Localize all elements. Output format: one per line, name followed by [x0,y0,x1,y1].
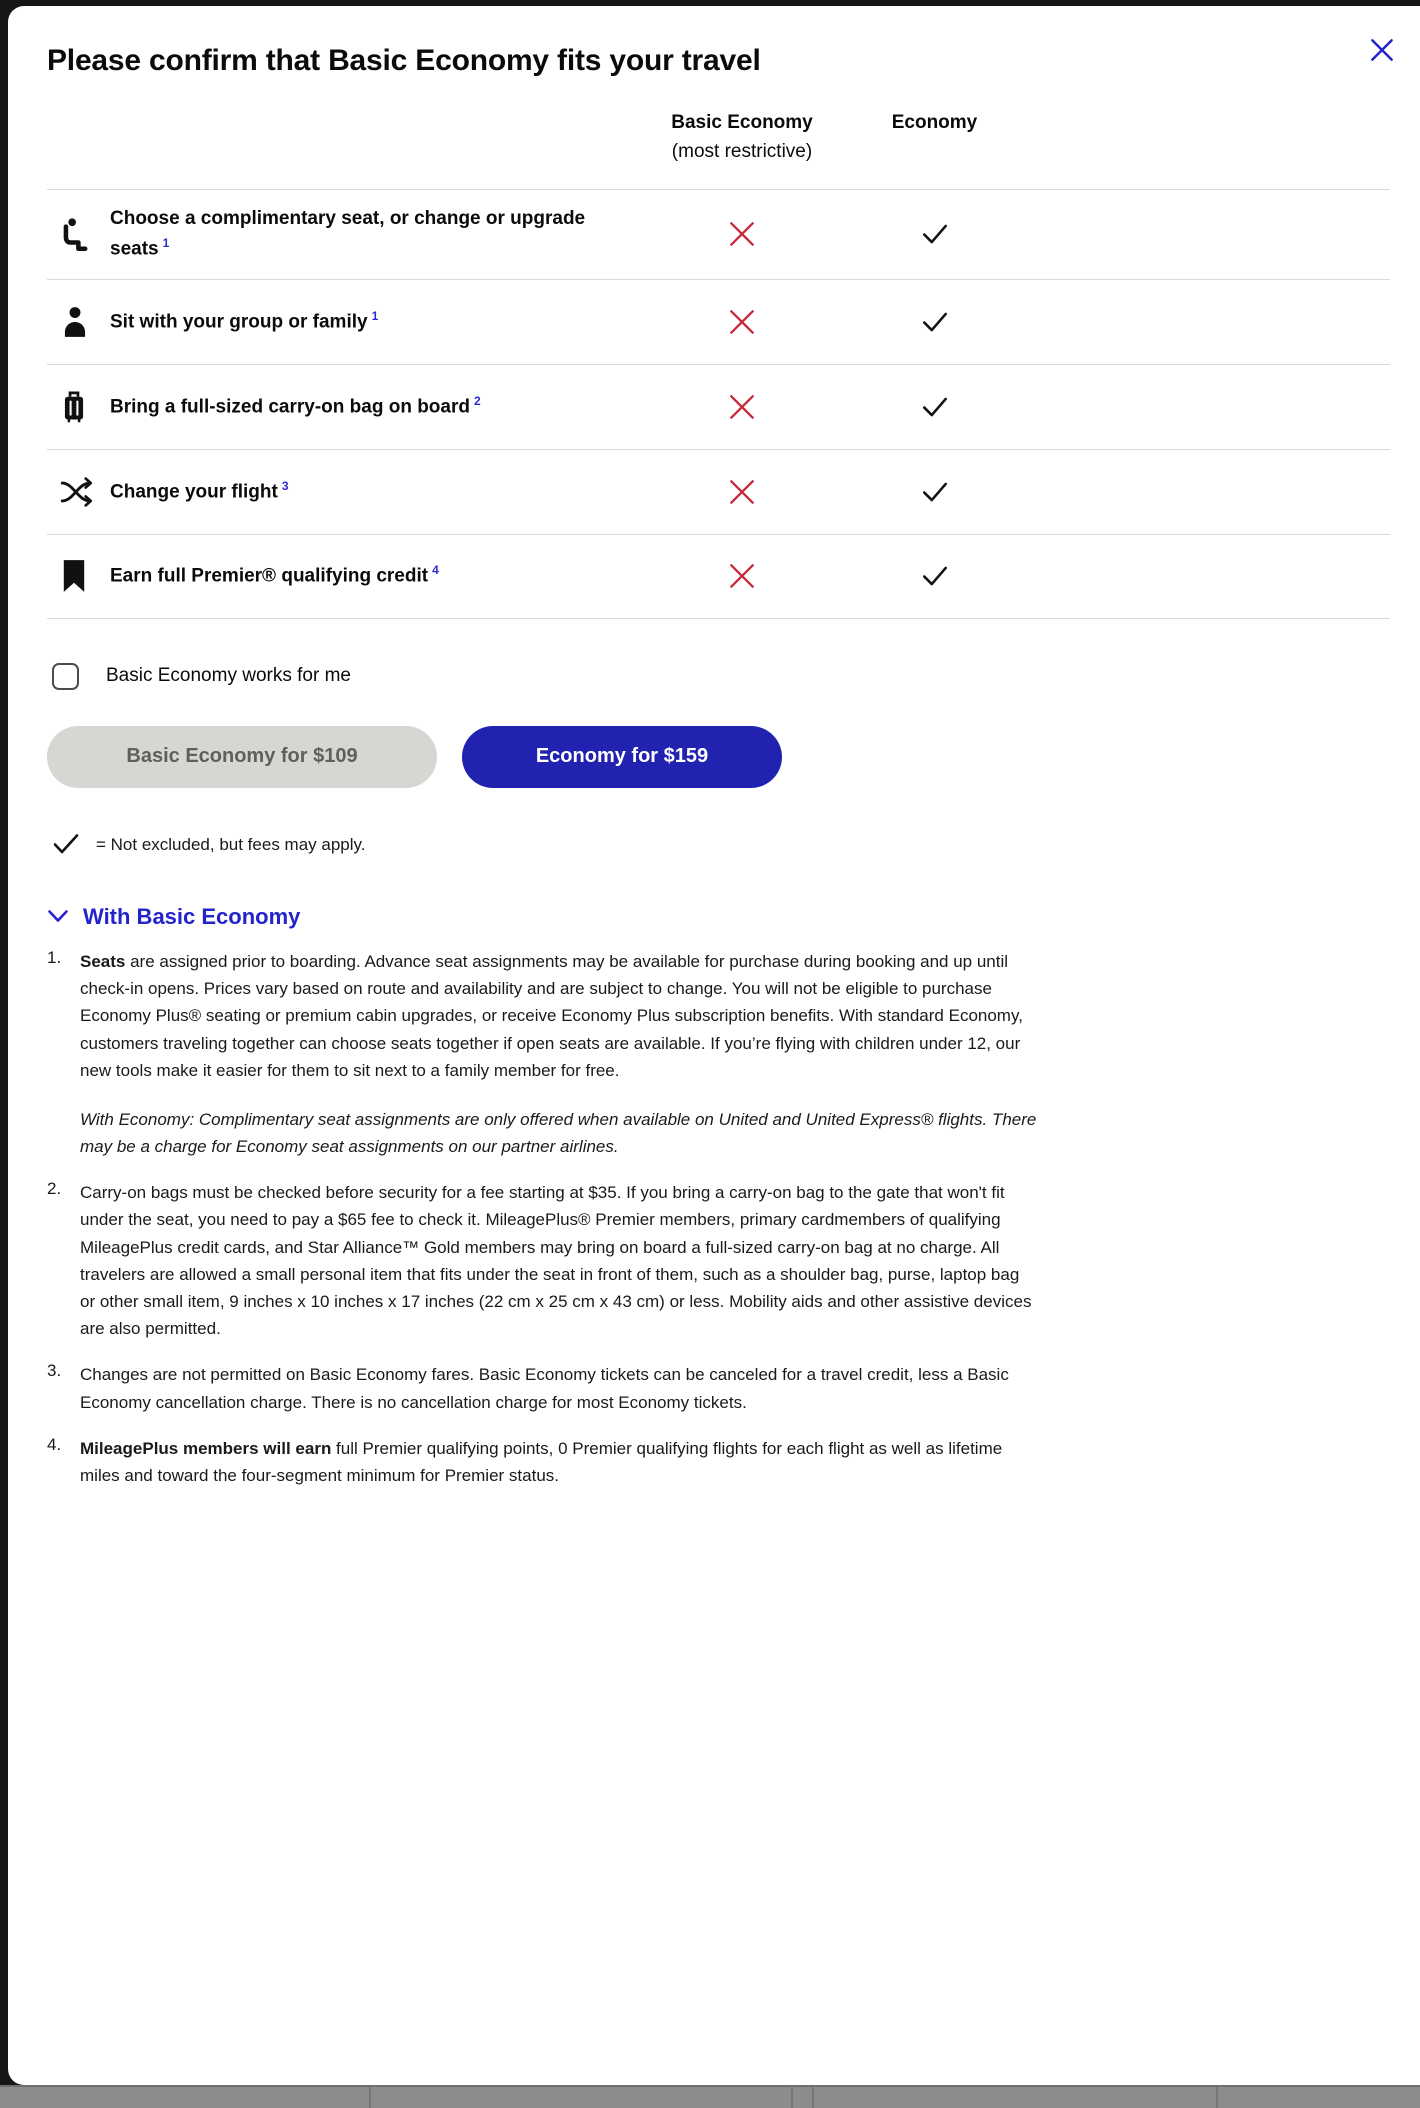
background-separator [791,2087,793,2108]
footnote-link[interactable]: 1 [162,236,170,251]
person-icon [47,306,110,338]
row-label: Bring a full-sized carry-on bag on board $^2$ [110,393,481,417]
legend-text: = Not excluded, but fees may apply. [96,834,366,854]
excluded-x-icon [637,477,847,507]
basic-economy-works-checkbox[interactable] [52,663,79,690]
row-label: Choose a complimentary seat, or change or upgrade seats $^1$ [110,207,586,260]
table-row [47,364,1390,449]
list-item: 3. Changes are not permitted on Basic Economy fares. Basic Economy tickets can be canceled for a travel credit, less a Basic Economy cancellation charge. There is no cancellation charge for most Economy tickets. [47,1361,1009,1412]
table-row [47,279,1390,364]
bookmark-icon [47,559,110,593]
background-separator [1216,2087,1218,2108]
list-item: 2. Carry-on bags must be checked before security for a fee starting at $35. If you bring a carry-on bag to the gate that won't fit under the seat, you need to pay a $65 fee to check it. MileagePlus® Premier members, primary cardmembers of qualifying MileagePlus credit cards, and Star Alliance™ Gold members may bring on board a full-sized carry-on bag at no charge. All travelers are allowed a small personal item that fits under the seat in front of them, such as a shoulder bag, purse, laptop bag or other small item, 9 inches x 10 inches x 17 inches (22 cm x 25 cm x 43 cm) or less. Mobility aids and other assistive devices are also permitted. [47,1179,1032,1339]
footnote-link[interactable]: 2 [473,393,481,408]
fare-action-buttons [47,726,1390,788]
column-header-basic-economy: Basic Economy (most restrictive) [671,112,813,163]
check-legend [47,832,1390,858]
checkbox-label: Basic Economy works for me [106,665,351,687]
background-separator [812,2087,814,2108]
row-label: Sit with your group or family $^1$ [110,308,379,332]
included-check-icon [847,307,1022,337]
excluded-x-icon [637,219,847,249]
basic-economy-works-row [47,663,1390,690]
row-label: Earn full Premier® qualifying credit $^4$ [110,563,439,587]
seat-icon [47,217,110,251]
page-title: Please confirm that Basic Economy fits your travel [47,44,761,77]
footnote-link[interactable]: 1 [371,308,379,323]
table-row [47,534,1390,619]
chevron-down-icon [47,909,69,924]
table-row [47,449,1390,534]
shuffle-icon [47,477,110,507]
excluded-x-icon [637,307,847,337]
check-icon [52,832,80,858]
background-page-bottom-bar [0,2085,1420,2108]
footnote-link[interactable]: 3 [281,478,289,493]
row-label: Change your flight $^3$ [110,478,289,502]
fare-comparison-table [47,108,1390,619]
carry-on-bag-icon [47,390,110,424]
economy-button[interactable]: Economy for $159 [462,726,782,788]
basic-economy-confirmation-modal [8,6,1420,2085]
details-heading: With Basic Economy [83,903,301,929]
list-item: 4. MileagePlus members will earn full Premier qualifying points, 0 Premier qualifying flights for each flight as well as lifetime miles and toward the four-segment minimum for Premier status. [47,1434,1003,1485]
excluded-x-icon [637,392,847,422]
included-check-icon [847,219,1022,249]
column-header-economy: Economy [891,112,978,133]
excluded-x-icon [637,561,847,591]
footnote-list [47,948,1390,1489]
with-basic-economy-toggle[interactable] [47,904,1390,930]
economy-note-italic: With Economy: Complimentary seat assignments are only offered when available on United and United Express® flights. There may be a charge for Economy seat assignments on our partner airlines. [80,1109,1037,1157]
list-item: 1. Seats are assigned prior to boarding. Advance seat assignments may be available for purchase during booking and up until check-in opens. Prices vary based on route and availability and are subject to change. You will not be eligible to purchase Economy Plus® seating or premium cabin upgrades, or receive Economy Plus subscription benefits. With standard Economy, customers traveling together can choose seats together if open seats are available. If you’re flying with children under 12, our new tools make it easier for them to sit next to a family member for free. With Economy: Complimentary seat assignments are only offered when available on United and United Express® flights. There may be a charge for Economy seat assignments on our partner airlines. [47,948,1037,1160]
included-check-icon [847,477,1022,507]
included-check-icon [847,392,1022,422]
basic-economy-button[interactable]: Basic Economy for $109 [47,726,437,788]
background-separator [369,2087,371,2108]
included-check-icon [847,561,1022,591]
footnote-link[interactable]: 4 [432,563,439,578]
table-row [47,189,1390,279]
